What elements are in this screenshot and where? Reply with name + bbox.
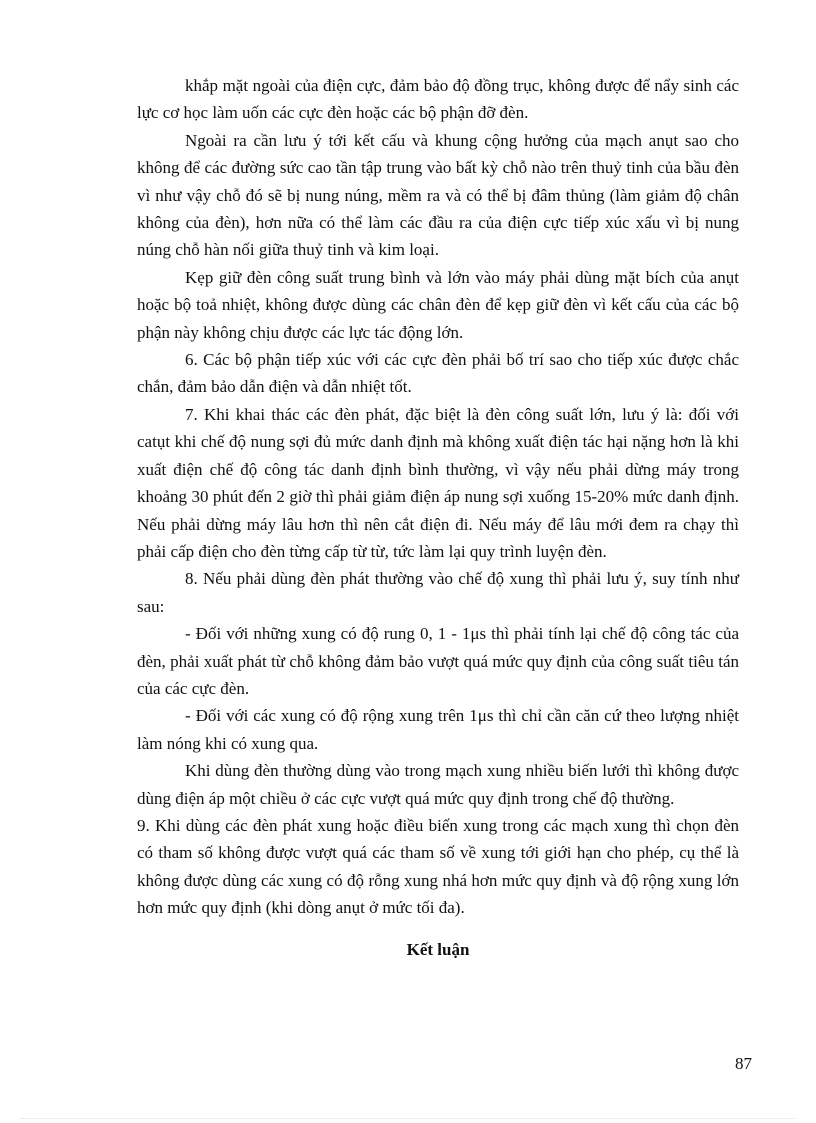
paragraph: 6. Các bộ phận tiếp xúc với các cực đèn phải bố trí sao cho tiếp xúc được chắc chắn, đảm bảo dẫn điện và dẫn nhiệt tốt. [137, 350, 739, 397]
page-body [137, 72, 739, 963]
paragraph: khắp mặt ngoài của điện cực, đảm bảo độ đồng trục, không được để nẩy sinh các lực cơ học làm uốn các cực đèn hoặc các bộ phận đỡ đèn. [137, 76, 739, 123]
page-bottom-divider [20, 1118, 796, 1119]
paragraph: Kẹp giữ đèn công suất trung bình và lớn vào máy phải dùng mặt bích của anụt hoặc bộ toả nhiệt, không được dùng các chân đèn để kẹp giữ đèn vì kết cấu của các bộ phận này không chịu được các lực tác động lớn. [137, 267, 739, 342]
paragraph: 8. Nếu phải dùng đèn phát thường vào chế độ xung thì phải lưu ý, suy tính như sau: [137, 569, 739, 616]
paragraph: Khi dùng đèn thường dùng vào trong mạch xung nhiều biến lưới thì không được dùng điện áp một chiều ở các cực vượt quá mức quy định trong chế độ thường. [137, 761, 739, 808]
page-number: 87 [735, 1054, 752, 1073]
paragraph: Ngoài ra cần lưu ý tới kết cấu và khung cộng hưởng của mạch anụt sao cho không để các đường sức cao tần tập trung vào bất kỳ chỗ nào trên thuỷ tinh của bầu đèn vì như vậy chỗ đó sẽ bị nung núng, mềm ra và có thể bị đâm thủng (làm giảm độ chân không của đèn), hơn nữa có thể làm các đầu ra của điện cực tiếp xúc xấu vì bị nung núng chỗ hàn nối giữa thuỷ tinh và kim loại. [137, 130, 739, 260]
section-heading: Kết luận [406, 939, 470, 959]
paragraph: 9. Khi dùng các đèn phát xung hoặc điều biến xung trong các mạch xung thì chọn đèn có tham số không được vượt quá các tham số về xung tới giới hạn cho phép, cụ thể là không được dùng các xung có độ rỗng xung nhá hơn mức quy định và độ rộng xung lớn hơn mức quy định (khi dòng anụt ở mức tối đa). [137, 815, 739, 918]
paragraph: - Đối với những xung có độ rung 0, 1 - 1μs thì phải tính lại chế độ công tác của đèn, phải xuất phát từ chỗ không đảm bảo vượt quá mức quy định của công suất tiêu tán của các cực đèn. [137, 624, 739, 698]
paragraph: - Đối với các xung có độ rộng xung trên 1μs thì chỉ cần căn cứ theo lượng nhiệt làm nóng khi có xung qua. [137, 706, 739, 753]
paragraph: 7. Khi khai thác các đèn phát, đặc biệt là đèn công suất lớn, lưu ý là: đối với catụt khi chế độ nung sợi đủ mức danh định mà không xuất điện tác hại nặng hơn là khi xuất điện chế độ công tác danh định bình thường, vì vậy nếu phải dừng máy trong khoảng 30 phút đến 2 giờ thì phải giảm điện áp nung sợi xuống 15-20% mức danh định. Nếu phải dừng máy lâu hơn thì nên cắt điện đi. Nếu máy để lâu mới đem ra chạy thì phải cấp điện cho đèn từng cấp từ từ, tức làm lại quy trình luyện đèn. [137, 404, 739, 561]
